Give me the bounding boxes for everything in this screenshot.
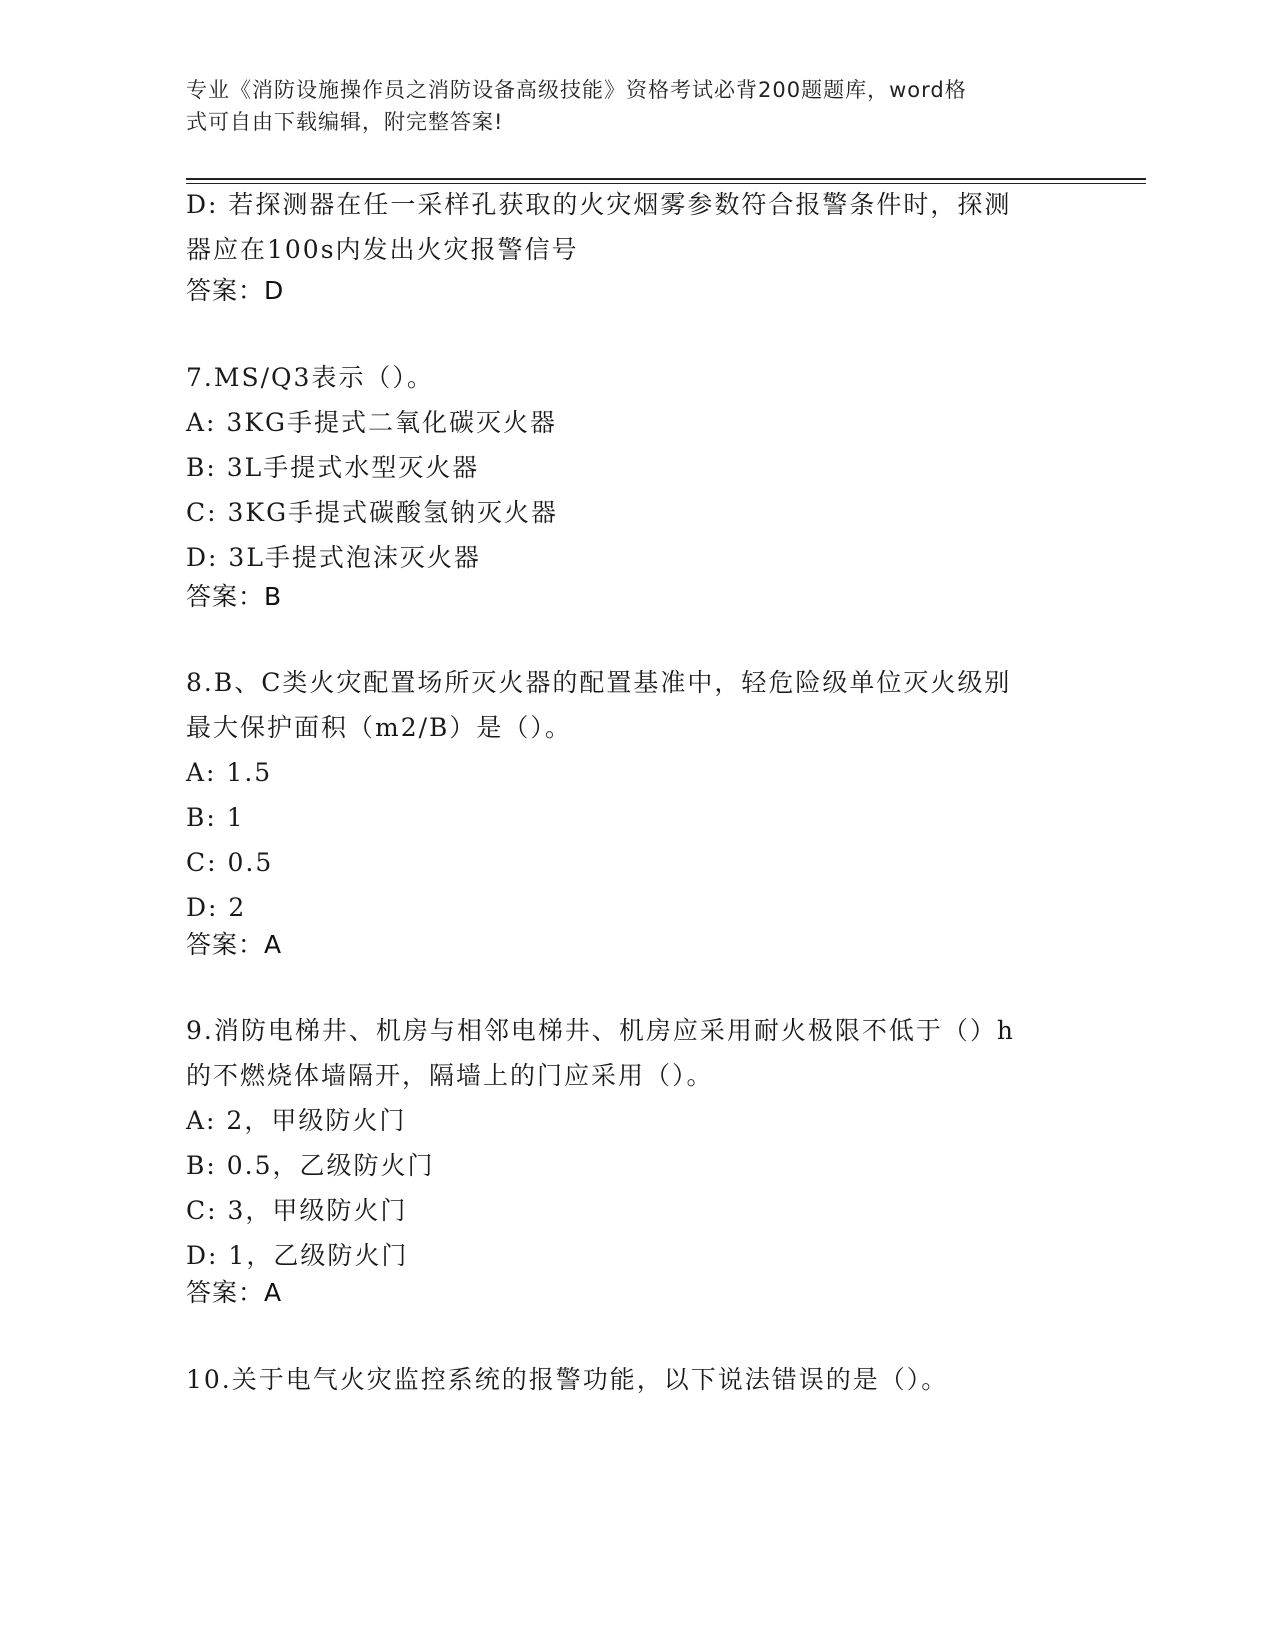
question-9-stem-line-1: 9.消防电梯井、机房与相邻电梯井、机房应采用耐火极限不低于（）h — [186, 1016, 1015, 1045]
question-7-option-a: A: 3KG手提式二氧化碳灭火器 — [186, 408, 557, 437]
question-7-option-c: C: 3KG手提式碳酸氢钠灭火器 — [186, 498, 559, 527]
prev-option-d — [186, 182, 1066, 272]
question-7-option-d: D: 3L手提式泡沫灭火器 — [186, 543, 481, 572]
question-8-option-b: B: 1 — [186, 803, 245, 832]
question-8-option-c: C: 0.5 — [186, 848, 274, 877]
prev-option-d-line-2: 器应在100s内发出火灾报警信号 — [186, 235, 579, 264]
question-9 — [186, 1008, 1066, 1278]
question-9-option-a: A: 2，甲级防火门 — [186, 1106, 407, 1135]
question-9-option-d: D: 1，乙级防火门 — [186, 1241, 409, 1270]
question-9-option-c: C: 3，甲级防火门 — [186, 1196, 408, 1225]
question-7-answer: 答案：B — [186, 582, 283, 611]
header-line-2: 式可自由下载编辑，附完整答案! — [186, 110, 504, 134]
prev-answer: 答案：D — [186, 276, 285, 305]
question-8-answer: 答案：A — [186, 930, 283, 959]
question-7-option-b: B: 3L手提式水型灭火器 — [186, 453, 480, 482]
header-line-1: 专业《消防设施操作员之消防设备高级技能》资格考试必背200题题库，word格 — [186, 78, 967, 102]
question-7 — [186, 355, 1066, 580]
question-7-stem: 7.MS/Q3表示（）。 — [186, 363, 434, 392]
question-8-stem-line-1: 8.B、C类火灾配置场所灭火器的配置基准中，轻危险级单位灭火级别 — [186, 668, 1012, 697]
prev-option-d-line-1: D: 若探测器在任一采样孔获取的火灾烟雾参数符合报警条件时，探测 — [186, 190, 1012, 219]
question-9-answer: 答案：A — [186, 1278, 283, 1307]
question-8 — [186, 660, 1066, 930]
question-8-option-a: A: 1.5 — [186, 758, 273, 787]
question-8-option-d: D: 2 — [186, 893, 247, 922]
question-9-option-b: B: 0.5，乙级防火门 — [186, 1151, 435, 1180]
question-10 — [186, 1357, 1066, 1402]
question-9-stem-line-2: 的不燃烧体墙隔开，隔墙上的门应采用（）。 — [186, 1061, 714, 1090]
page-header — [186, 74, 1066, 138]
header-rule-thick — [186, 178, 1146, 180]
question-8-stem-line-2: 最大保护面积（m2/B）是（）。 — [186, 713, 572, 742]
question-10-stem: 10.关于电气火灾监控系统的报警功能，以下说法错误的是（）。 — [186, 1365, 949, 1394]
